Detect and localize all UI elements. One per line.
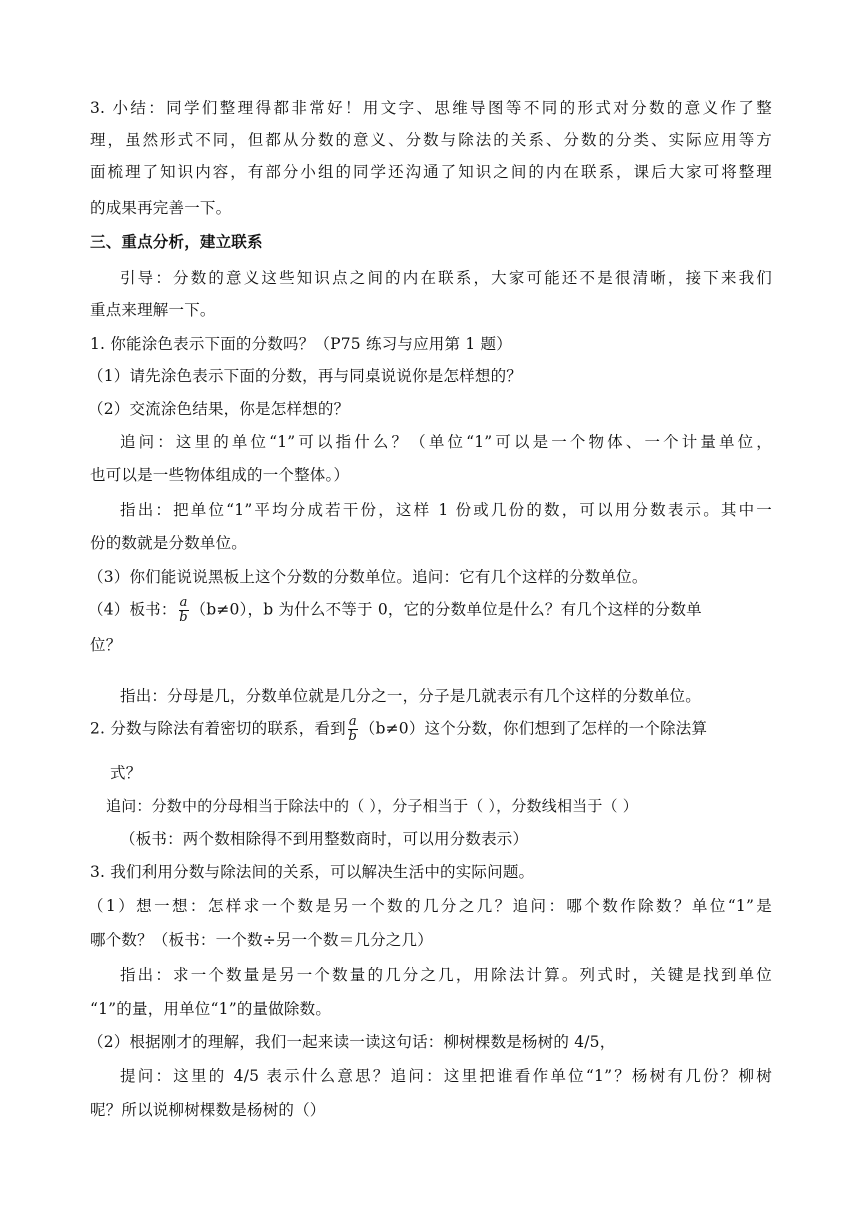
step-1-3: （3）你们能说说黑板上这个分数的分数单位。追问：它有几个这样的分数单位。 [88, 568, 648, 586]
step-1-4-text: （b≠0），b 为什么不等于 0，它的分数单位是什么？有几个这样的分数单 [190, 600, 702, 619]
intro-line-1: 引导：分数的意义这些知识点之间的内在联系，大家可能还不是很清晰，接下来我们 [120, 269, 772, 287]
intro-line-2: 重点来理解一下。 [90, 301, 216, 319]
question-line-1: 提问：这里的 4/5 表示什么意思？追问：这里把谁看作单位“1”？杨树有几份？柳树 [120, 1067, 772, 1085]
fraction-a-over-b-2 [348, 715, 358, 744]
step-1-4 [88, 596, 702, 625]
step-1-2: （2）交流涂色结果，你是怎样想的？ [88, 400, 350, 418]
fraction-denominator-2: b [348, 729, 358, 744]
point-out-2: 指出：分母是几，分数单位就是几分之一，分子是几就表示有几个这样的分数单位。 [120, 687, 701, 705]
question-2 [90, 715, 707, 744]
question-3: 3. 我们利用分数与除法间的关系，可以解决生活中的实际问题。 [90, 863, 535, 881]
board-note: （板书：两个数相除得不到用整数商时，可以用分数表示） [120, 830, 529, 848]
point-out-line-1: 指出：把单位“1”平均分成若干份，这样 1 份或几份的数，可以用分数表示。其中一 [120, 501, 772, 519]
summary-line-1: 3. 小结：同学们整理得都非常好！用文字、思维导图等不同的形式对分数的意义作了整 [90, 99, 772, 117]
step-1-4-line-2: 位？ [90, 636, 122, 654]
question-2-line-2: 式？ [110, 764, 142, 782]
step-1-1: （1）请先涂色表示下面的分数，再与同桌说说你是怎样想的？ [88, 367, 522, 385]
followup-analogy: 追问：分数中的分母相当于除法中的（ ），分子相当于（ ），分数线相当于（ ） [106, 797, 638, 815]
followup-line-2: 也可以是一些物体组成的一个整体。） [90, 466, 350, 484]
followup-line-1: 追问：这里的单位“1”可以指什么？（单位“1”可以是一个物体、一个计量单位， [120, 433, 772, 451]
step-1-4-prefix: （4）板书： [88, 600, 177, 619]
summary-line-2: 理，虽然形式不同，但都从分数的意义、分数与除法的关系、分数的分类、实际应用等方 [90, 131, 772, 149]
point-out-3-line-2: “1”的量，用单位“1”的量做除数。 [90, 1000, 332, 1018]
summary-line-4: 的成果再完善一下。 [90, 199, 232, 217]
question-2-text: （b≠0）这个分数，你们想到了怎样的一个除法算 [359, 719, 708, 738]
fraction-numerator-2: a [348, 714, 357, 729]
section-heading: 三、重点分析，建立联系 [90, 232, 263, 251]
fraction-numerator: a [179, 595, 188, 610]
summary-line-3: 面梳理了知识内容，有部分小组的同学还沟通了知识之间的内在联系，课后大家可将整理 [90, 163, 772, 181]
point-out-line-2: 份的数就是分数单位。 [90, 534, 248, 552]
step-3-1-line-2: 哪个数？（板书：一个数÷另一个数＝几分之几） [90, 931, 433, 949]
question-2-prefix: 2. 分数与除法有着密切的联系，看到 [90, 719, 346, 738]
fraction-denominator: b [179, 610, 188, 625]
fraction-a-over-b [179, 596, 189, 625]
question-1: 1. 你能涂色表示下面的分数吗？（P75 练习与应用第 1 题） [90, 335, 512, 353]
question-line-2: 呢？所以说柳树棵数是杨树的（） [90, 1101, 326, 1119]
step-3-2: （2）根据刚才的理解，我们一起来读一读这句话：柳树棵数是杨树的 4/5， [88, 1033, 616, 1051]
point-out-3-line-1: 指出：求一个数量是另一个数量的几分之几，用除法计算。列式时，关键是找到单位 [120, 966, 772, 984]
step-3-1-line-1: （1）想一想：怎样求一个数是另一个数的几分之几？追问：哪个数作除数？单位“1”是 [88, 897, 772, 915]
